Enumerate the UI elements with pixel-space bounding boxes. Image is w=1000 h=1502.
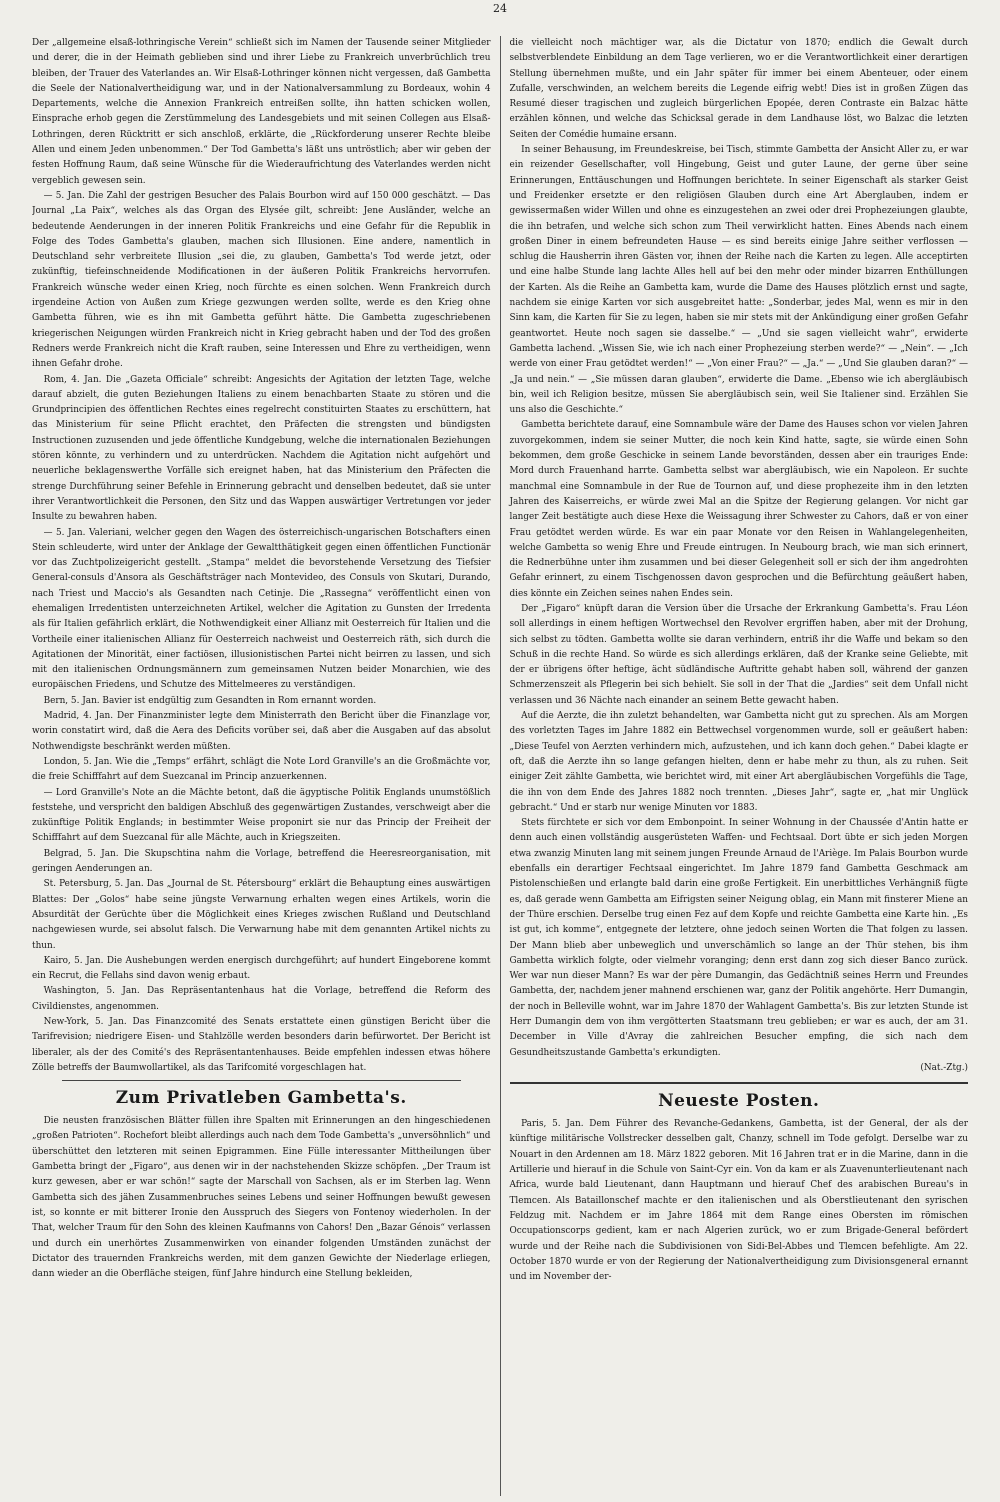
section-divider xyxy=(510,1082,969,1084)
section-title: Neueste Posten. xyxy=(658,1091,820,1112)
paragraph: — 5. Jan. Die Zahl der gestrigen Besucher des Palais Bourbon wird auf 150 000 geschätzt. — Das Journal „La Paix“, welches als das Organ des Elysée gilt, schreibt: Jene Ausländer, welche an bedeutende Aenderungen in der inneren Politik Frankreichs und eine Gefahr für die Republik in Folge des Todes Gambetta's glauben, machen sich Illusionen. Eine andere, namentlich in Deutschland sehr verbreitete Illusion „sei die, zu glauben, Gambetta's Tod werde jetzt, oder zukünftig, tiefeinschneidende Modificationen in der äußeren Politik Frankreichs hervorrufen. Frankreich wünsche weder einen Krieg, noch fürchte es einen solchen. Wenn Frankreich durch irgendeine Action von Außen zum Kriege gezwungen werden sollte, werde es den Krieg ohne Gambetta führen, wie es ihn mit Gambetta geführt hätte. Die Gambetta zugeschriebenen kriegerischen Neigungen würden Frankreich nicht in Krieg gebracht haben und der Tod des großen Redners werde Frankreich nicht die Kraft rauben, seine Interessen und Ehre zu vertheidigen, wenn ihnen Gefahr drohe. xyxy=(32,190,491,370)
paragraph: Die neusten französischen Blätter füllen ihre Spalten mit Erinnerungen an den hingeschiedenen „großen Patrioten“. Rochefort bleibt allerdings auch nach dem Tode Gambetta's „unversöhnlich“ und überschüttet den letzteren mit seinen Epigrammen. Eine Fülle interessanter Mittheilungen über Gambetta bringt der „Figaro“, aus denen wir in der nachstehenden Skizze schöpfen. „Der Traum ist kurz gewesen, aber er war schön!“ sagte der Marschall von Sachsen, als er im Sterben lag. Wenn Gambetta sich des jähen Zusammenbruches seines Lebens und seiner Hoffnungen bewußt gewesen ist, so konnte er mit bitterer Ironie den Ausspruch des Siegers von Fontenoy wiederholen. In der That, welcher Traum für den Sohn des kleinen Kaufmanns von Cahors! Den „Bazar Génois“ verlassen und durch ein unerhörtes Zusammenwirken von einander folgenden Umständen zunächst der Dictator des trauernden Frankreichs werden, mit dem ganzen Gewichte der Niederlage erliegen, dann wieder an die Oberfläche steigen, fünf Jahre hindurch eine Stellung bekleiden, xyxy=(32,1116,491,1280)
paragraph: Stets fürchtete er sich vor dem Embonpoint. In seiner Wohnung in der Chaussée d'Antin hatte er denn auch einen vollständig ausgerüsteten Waffen- und Fechtsaal. Dort übte er sich jeden Morgen etwa zwanzig Minuten lang mit seinem jungen Freunde Arnaud de l'Ariège. Im Palais Bourbon wurde ebenfalls ein derartiger Fechtsaal eingerichtet. Im Jahre 1879 fand Gambetta Geschmack am Pistolenschießen und erlangte bald darin eine große Fertigkeit. Ein unerbittliches Verhängniß fügte es, daß gerade wenn Gambetta am Eifrigsten seiner Neigung oblag, ein Mann mit finsterer Miene an der Thüre erschien. Derselbe trug einen Fez auf dem Kopfe und reichte Gambetta eine Karte hin. „Es ist gut, ich komme“, entgegnete der letztere, ohne jedoch seinen Worten die That folgen zu lassen. Der Mann blieb aber unbeweglich und unverschämlich so lange an der Thür stehen, bis ihm Gambetta wirklich folgte, oder vielmehr voranging; denn erst dann zog sich dieser Banco zurück. Wer war nun dieser Mann? Es war der père Dumangin, das Gedächtniß seines Herrn und Freundes Gambetta, der, nachdem jener mahnend erschienen war, ganz der Politik angehörte. Herr Dumangin, der noch in Belleville wohnt, war im Jahre 1870 der Wahlagent Gambetta's. Bis zur letzten Stunde ist Herr Dumangin dem von ihm vergötterten Staatsmann treu geblieben; er war es auch, der am 31. December in Ville d'Avray die zahlreichen Besucher empfing, die sich nach dem Gesundheitszustande Gambetta's erkundigten. xyxy=(509,818,968,1058)
paragraph: Belgrad, 5. Jan. Die Skupschtina nahm die Vorlage, betreffend die Heeresreorganisation, mit geringen Aenderungen an. xyxy=(32,848,491,875)
latest-news-text xyxy=(510,1117,969,1285)
paragraph: — 5. Jan. Valeriani, welcher gegen den Wagen des österreichisch-ungarischen Botschafters einen Stein schleuderte, wird unter der Anklage der Gewaltthätigkeit gegen einen öffentlichen Functionär vor das Zuchtpolizeigericht gestellt. „Stampa“ meldet die bevorstehende Versetzung des Tiefsier General-consuls d'Ansora als Geschäftsträger nach Montevideo, des Consuls von Skutari, Durando, nach Triest und Maccio's als Gesandten nach Cetinje. Die „Rassegna“ veröffentlicht einen von ehemaligen Irredentisten unterzeichneten Artikel, welcher die Agitation zu Gunsten der Irredenta als für Italien gefährlich erklärt, die Nothwendigkeit einer Allianz mit Oesterreich für Italien und die Vortheile einer italienischen Allianz für Oesterreich nachweist und Oesterreich räth, sich durch die Agitationen der Minorität, einer factiösen, illusionistischen Partei nicht beirren zu lassen, und sich mit den italienischen Ordnungsmännern zum gemeinsamen Nutzen beider Monarchien, wie des europäischen Friedens, und Schutze des Mittelmeeres zu verständigen. xyxy=(32,527,491,691)
paragraph: Der „Figaro“ knüpft daran die Version über die Ursache der Erkrankung Gambetta's. Frau Léon soll allerdings in einem heftigen Wortwechsel den Revolver ergriffen haben, aber mit der Drohung, sich selbst zu tödten. Gambetta wollte sie daran verhindern, entriß ihr die Waffe und bekam so den Schuß in die rechte Hand. So würde es sich allerdings erklären, daß der Kranke seine Geliebte, mit der er übrigens öfter heftige, ächt südländische Auftritte gehabt haben soll, während der ganzen Schmerzenszeit als Pflegerin bei sich behielt. Sie soll in der That die „Jardies“ seit dem Unfall nicht verlassen und 36 Nächte nach einander an seinem Bette gewacht haben. xyxy=(509,603,968,706)
feuilleton-text xyxy=(32,1114,491,1282)
paragraph: — Lord Granville's Note an die Mächte betont, daß die ägyptische Politik Englands unumstößlich feststehe, und verspricht den baldigen Abschluß des gegenwärtigen Zustandes, verschweigt aber die zukünftige Politik Englands; in bestimmter Weise proponirt sie nur das Princip der Freiheit der Schifffahrt auf dem Suezcanal für alle Mächte, auch in Kriegszeiten. xyxy=(32,787,491,844)
paragraph: Paris, 5. Jan. Dem Führer des Revanche-Gedankens, Gambetta, ist der General, der als der künftige militärische Vollstrecker desselben galt, Chanzy, schnell im Tode gefolgt. Derselbe war zu Nouart in den Ardennen am 18. März 1822 geboren. Mit 16 Jahren trat er in die Marine, dann in die Artillerie und hierauf in die Schule von Saint-Cyr ein. Von da kam er als Zuavenunterlieutenant nach Africa, wurde bald Lieutenant, dann Hauptmann und hierauf Chef des arabischen Bureau's in Tlemcen. Als Bataillonschef machte er den italienischen und als Oberstlieutenant den syrischen Feldzug mit. Nachdem er im Jahre 1864 mit dem Range eines Obersten im römischen Occupationscorps gedient, kam er nach Algerien zurück, wo er zum Brigade-General befördert wurde und der Reihe nach die Subdivisionen von Sidi-Bel-Abbes und Tlemcen befehligte. Am 22. October 1870 wurde er von der Regierung der Nationalvertheidigung zum Divisionsgeneral ernannt und im November der- xyxy=(509,1119,968,1283)
paragraph: Gambetta berichtete darauf, eine Somnambule wäre der Dame des Hauses schon vor vielen Jahren zuvorgekommen, indem sie seiner Mutter, die noch kein Kind hatte, sagte, sie würde einen Sohn bekommen, dem große Geschicke in seinem Lande bevorständen, dessen aber ein trauriges Ende: Mord durch Frauenhand harrte. Gambetta selbst war abergläubisch, wie ein Napoleon. Er suchte manchmal eine Somnambule in der Rue de Tournon auf, und diese prophezeite ihm in den letzten Jahren des Kaiserreichs, er würde zwei Mal an die Spitze der Regierung gelangen. Vor nicht gar langer Zeit bestätigte auch diese Hexe die Weissagung ihrer Schwester zu Cahors, daß er von einer Frau getödtet werden würde. Es war ein paar Monate vor den Reisen in Wahlangelegenheiten, welche Gambetta so wenig Ehre und Freude eintrugen. In Neubourg brach, wie man sich erinnert, die Rednerbühne unter ihm zusammen und bei dieser Gelegenheit soll er sich der ihm angedrohten Gefahr erinnert, zu einem Tischgenossen davon gesprochen und die Befürchtung geäußert haben, dies könnte ein Zeichen seines nahen Endes sein. xyxy=(509,420,968,599)
section-title: Zum Privatleben Gambetta's. xyxy=(115,1088,407,1109)
paragraph: Washington, 5. Jan. Das Repräsentantenhaus hat die Vorlage, betreffend die Reform des Civildienstes, angenommen. xyxy=(32,986,491,1012)
paragraph: Auf die Aerzte, die ihn zuletzt behandelten, war Gambetta nicht gut zu sprechen. Als am Morgen des vorletzten Tages im Jahre 1882 ein Bettwechsel vorgenommen wurde, soll er geäußert haben: „Diese Teufel von Aerzten verhindern mich, aufzustehen, und ich kann doch gehen.“ Dabei klagte er oft, daß die Aerzte ihn so lange gefangen hielten, denn er habe mehr zu thun, als zu ruhen. Seit einiger Zeit zählte Gambetta, wie berichtet wird, mit einer Art abergläubischen Vorgefühls die Tage, die ihn von dem Ende des Jahres 1882 noch trennten. „Dieses Jahr“, sagte er, „hat mir Unglück gebracht.“ Und er starb nur wenige Minuten vor 1883. xyxy=(509,711,968,813)
paragraph: New-York, 5. Jan. Das Finanzcomité des Senats erstattete einen günstigen Bericht über die Tarifrevision; niedrigere Eisen- und Stahlzölle werden besonders darin befürwortet. Der Bericht ist liberaler, als der des Comité's des Repräsentantenhauses. Beide empfehlen indessen etwas höhere Zölle betreffs der Baumwollartikel, als das Tarifcomité vorgeschlagen hat. xyxy=(32,1017,491,1073)
paragraph: London, 5. Jan. Wie die „Temps“ erfährt, schlägt die Note Lord Granville's an die Großmächte vor, die freie Schifffahrt auf dem Suezcanal im Princip anzuerkennen. xyxy=(32,756,491,783)
left-news-text xyxy=(32,36,491,1076)
paragraph: Rom, 4. Jan. Die „Gazeta Officiale“ schreibt: Angesichts der Agitation der letzten Tage, welche darauf abzielt, die guten Beziehungen Italiens zu einem benachbarten Staate zu stören und die Grundprincipien des öffentlichen Rechtes eines regelrecht constituirten Staates zu erschüttern, hat das Ministerium für seine Pflicht erachtet, den Präfecten die strengsten und bündigsten Instructionen zuzusenden und jede öffentliche Kundgebung, welche die internationalen Beziehungen stören könnte, zu verhindern und zu unterdrücken. Nachdem die Agitation nicht aufgehört und neuerliche beklagenswerthe Vorfälle sich ereignet haben, hat das Ministerium den Präfecten die strenge Durchführung seiner Befehle in Erinnerung gebracht und denselben bedeutet, daß sie unter ihrer Verantwortlichkeit die Personen, den Sitz und das Wappen auswärtiger Vertretungen vor jeder Insulte zu bewahren haben. xyxy=(32,374,491,523)
paragraph: In seiner Behausung, im Freundeskreise, bei Tisch, stimmte Gambetta der Ansicht Aller zu, er war ein reizender Gesellschafter, voll Hingebung, Geist und guter Laune, der gerne über seine Erinnerungen, Enttäuschungen und Hoffnungen berichtete. In seiner Eigenschaft als starker Geist und Freidenker ersetzte er den religiösen Glauben durch eine Art Aberglauben, indem er gewissermaßen wider Willen und ohne es einzugestehen an zwei oder drei Prophezeiungen glaubte, die ihn betrafen, und welche sich schon zum Theil verwirklicht hatten. Eines Abends nach einem großen Diner in einem befreundeten Hause — es sind bereits einige Jahre seither verflossen — schlug die Hausherrin ihren Gästen vor, ihnen der Reihe nach die Karten zu legen. Alle acceptirten und eine halbe Stunde lang lachte Alles hell auf bei den mehr oder minder bizarren Enthüllungen der Karten. Als die Reihe an Gambetta kam, wurde die Dame des Hauses plötzlich ernst und sagte, nachdem sie einige Karten vor sich ausgebreitet hatte: „Sonderbar, jedes Mal, wenn es mir in den Sinn kam, die Karten für Sie zu legen, haben sie mir stets mit der Ankündigung einer großen Gefahr geantwortet. Heute noch sagen sie dasselbe.“ — „Und sie sagen vielleicht wahr“, erwiderte Gambetta lachend. „Wissen Sie, wie ich nach einer Prophezeiung sterben werde?“ — „Nein“. — „Ich werde von einer Frau getödtet werden!“ — „Von einer Frau?“ — „Ja.“ — „Und Sie glauben daran?“ — „Ja und nein.“ — „Sie müssen daran glauben“, erwiderte die Dame. „Ebenso wie ich abergläubisch bin, weil ich Religion besitze, müssen Sie abergläubisch sein, weil Sie Italiener sind. Erzählen Sie uns also die Geschichte.“ xyxy=(509,145,968,416)
right-column xyxy=(500,36,969,1496)
section-divider xyxy=(62,1080,461,1081)
paragraph: Der „allgemeine elsaß-lothringische Verein“ schließt sich im Namen der Tausende seiner Mitglieder und derer, die in der Heimath geblieben sind und ihrer Liebe zu Frankreich unverbrüchlich treu bleiben, der Trauer des Vaterlandes an. Wir Elsaß-Lothringer können nicht vergessen, daß Gambetta die Seele der Nationalvertheidigung war, und in der Nationalversammlung zu Bordeaux, wohin 4 Departements, welche die Annexion Frankreich entreißen sollte, ihn hatten schicken wollen, Einsprache erhob gegen die Zerstümmelung des Landesgebiets und mit seinen Collegen aus Elsaß-Lothringen, deren Rücktritt er sich anschloß, erklärte, die „Rückforderung unserer Rechte bleibe Allen und einem Jeden unbenommen.“ Der Tod Gambetta's läßt uns untröstlich; aber wir geben der festen Hoffnung Raum, daß seine Wünsche für die Wiederaufrichtung des Vaterlandes werden nicht vergeblich gewesen sein. xyxy=(32,38,491,186)
right-feuilleton-text xyxy=(510,36,969,1061)
paragraph: St. Petersburg, 5. Jan. Das „Journal de St. Pétersbourg“ erklärt die Behauptung eines auswärtigen Blattes: Der „Golos“ habe seine jüngste Verwarnung erhalten wegen eines Artikels, worin die Absurdität der Gerüchte über die Möglichkeit eines Krieges zwischen Rußland und Deutschland nachgewiesen wurde, sei absolut falsch. Die Verwarnung habe mit dem genannten Artikel nichts zu thun. xyxy=(32,879,491,951)
source-credit: (Nat.-Ztg.) xyxy=(920,1062,968,1073)
page-number: 24 xyxy=(493,2,507,15)
left-column xyxy=(32,36,500,1496)
paragraph: Bern, 5. Jan. Bavier ist endgültig zum Gesandten in Rom ernannt worden. xyxy=(43,695,377,706)
paragraph: die vielleicht noch mächtiger war, als die Dictatur von 1870; endlich die Gewalt durch selbstverblendete Einbildung an dem Tage verlieren, wo er die Verantwortlichkeit einer derartigen Stellung übernehmen mußte, und ein Jahr später für immer bei einem Abenteuer, oder einem Zufalle, verschwinden, an welchem bereits die Legende eifrig webt! Dies ist in großen Zügen das Resumé dieser tragischen und zugleich bürgerlichen Epopée, deren Contraste ein Balzac hätte erzählen können, und welche das Schicksal gerade in dem Landhause löst, wo Balzac die letzten Seiten der Comédie humaine ersann. xyxy=(509,38,968,140)
columns xyxy=(32,36,968,1496)
paragraph: Kairo, 5. Jan. Die Aushebungen werden energisch durchgeführt; auf hundert Eingeborene kommt ein Recrut, die Fellahs sind davon wenig erbaut. xyxy=(32,955,491,982)
paragraph: Madrid, 4. Jan. Der Finanzminister legte dem Ministerrath den Bericht über die Finanzlage vor, worin constatirt wird, daß die Aera des Deficits vorüber sei, daß aber die Ausgaben auf das absolut Nothwendigste beschränkt werden müßten. xyxy=(32,711,491,752)
